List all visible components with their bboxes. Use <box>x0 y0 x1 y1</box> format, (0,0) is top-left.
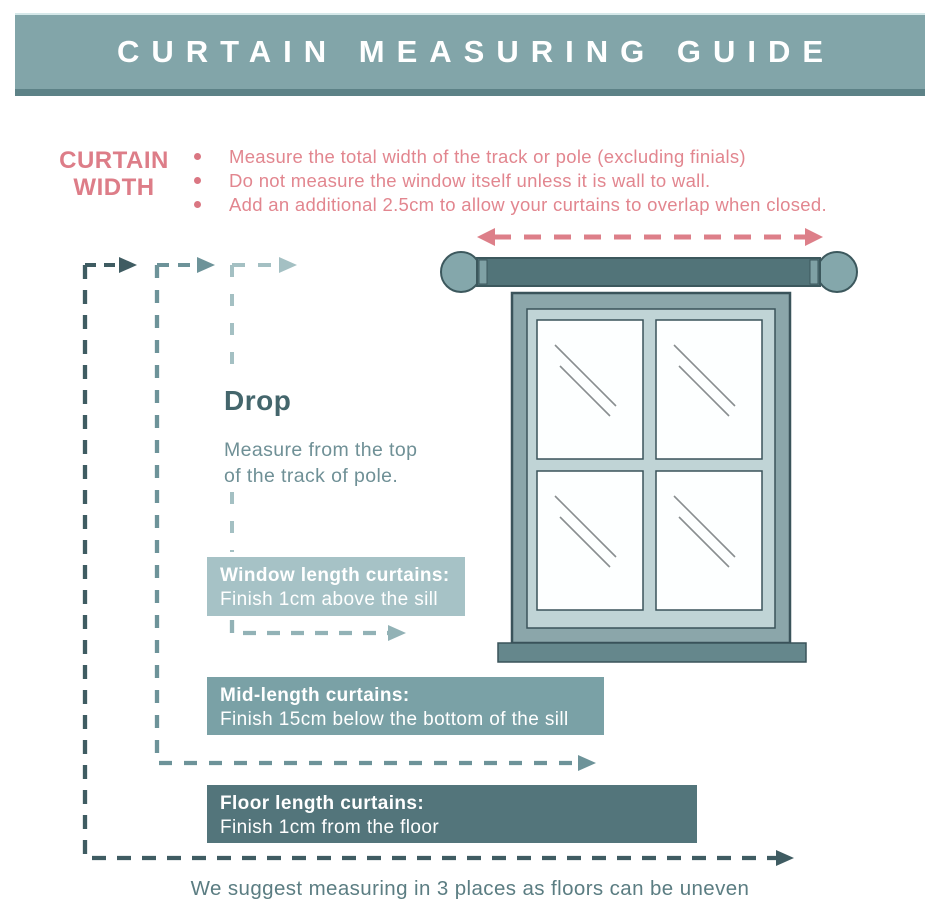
width-arrow-icon <box>477 228 823 246</box>
pane-top-left <box>537 320 643 459</box>
window-sill <box>498 643 806 662</box>
window-length-title: Window length curtains: <box>220 565 450 586</box>
tip-text: Measure the total width of the track or pole (excluding finials) <box>229 146 746 167</box>
drop-description <box>224 437 454 489</box>
floor-length-subtitle: Finish 1cm from the floor <box>220 817 440 838</box>
drop-section <box>224 385 454 489</box>
mid-length-title: Mid-length curtains: <box>220 685 410 706</box>
pole-cap-right <box>810 260 818 284</box>
window-length-subtitle: Finish 1cm above the sill <box>220 589 439 610</box>
pole-cap-left <box>479 260 487 284</box>
tip-text: Add an additional 2.5cm to allow your curtains to overlap when closed. <box>229 194 827 215</box>
curtain-width-line1: CURTAIN <box>59 147 169 174</box>
drop-heading: Drop <box>224 385 292 416</box>
pole-bar <box>477 258 820 286</box>
drop-line1: Measure from the top <box>224 439 418 461</box>
pane-top-right <box>656 320 762 459</box>
drop-line2: of the track of pole. <box>224 465 399 487</box>
curtain-width-line2: WIDTH <box>73 174 155 201</box>
page-title: CURTAIN MEASURING GUIDE <box>116 34 836 69</box>
curtain-pole <box>441 252 857 292</box>
floor-length-box <box>207 785 697 843</box>
finial-right <box>817 252 857 292</box>
footer-note: We suggest measuring in 3 places as floors can be uneven <box>190 877 750 900</box>
pane-bottom-left <box>537 471 643 610</box>
pane-bottom-right <box>656 471 762 610</box>
mid-length-subtitle: Finish 15cm below the bottom of the sill <box>220 709 569 730</box>
finial-left <box>441 252 481 292</box>
floor-length-title: Floor length curtains: <box>220 793 425 814</box>
tip-text: Do not measure the window itself unless it is wall to wall. <box>229 170 711 191</box>
window-illustration <box>498 293 806 662</box>
mid-length-box <box>207 677 604 735</box>
window-length-box <box>207 557 465 616</box>
